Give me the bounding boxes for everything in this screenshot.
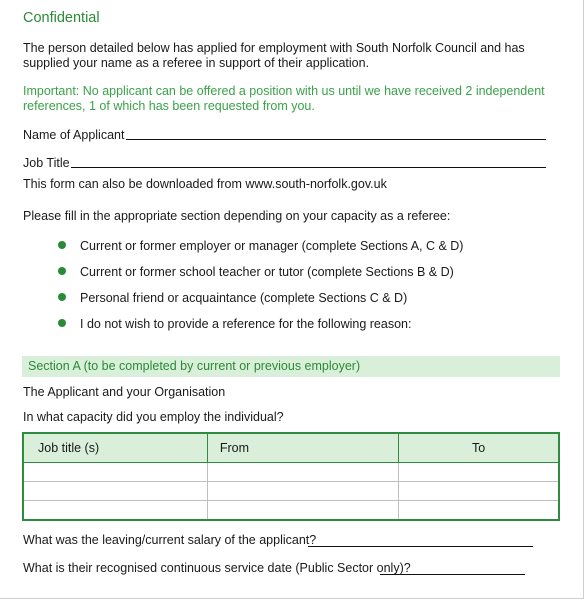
capacity-question: In what capacity did you employ the individual? [23, 410, 284, 424]
option-friend[interactable] [58, 291, 463, 317]
job-title-cell[interactable] [23, 482, 207, 501]
to-cell[interactable] [399, 463, 559, 482]
download-note: This form can also be downloaded from www.south-norfolk.gov.uk [23, 177, 387, 191]
from-column-header: From [207, 433, 398, 463]
job-title-column-header: Job title (s) [23, 433, 207, 463]
table-row [23, 463, 559, 482]
job-title-cell[interactable] [23, 501, 207, 521]
service-date-question: What is their recognised continuous service date (Public Sector only)? [23, 561, 411, 575]
service-date-field[interactable] [380, 562, 525, 575]
option-label: Current or former employer or manager (complete Sections A, C & D) [80, 239, 464, 253]
to-cell[interactable] [399, 482, 559, 501]
to-cell[interactable] [399, 501, 559, 521]
section-a-header: Section A (to be completed by current or previous employer) [22, 356, 560, 377]
confidential-heading: Confidential [23, 10, 100, 26]
option-label: Personal friend or acquaintance (complete Sections C & D) [80, 291, 408, 305]
from-cell[interactable] [207, 501, 398, 521]
bullet-icon [58, 293, 66, 301]
salary-field[interactable] [308, 534, 533, 547]
job-title-field[interactable] [71, 155, 546, 168]
referee-options-list [58, 239, 463, 343]
from-cell[interactable] [207, 482, 398, 501]
option-label: Current or former school teacher or tutor (complete Sections B & D) [80, 265, 454, 279]
table-row [23, 482, 559, 501]
option-decline[interactable] [58, 317, 463, 343]
option-teacher[interactable] [58, 265, 463, 291]
job-title-cell[interactable] [23, 463, 207, 482]
instruction-text: Please fill in the appropriate section depending on your capacity as a referee: [23, 209, 451, 223]
important-notice: Important: No applicant can be offered a position with us until we have received 2 independent references, 1 of which has been requested from you. [23, 84, 545, 113]
name-of-applicant-label: Name of Applicant [23, 128, 125, 142]
salary-question: What was the leaving/current salary of the applicant? [23, 533, 317, 547]
employment-table [22, 432, 560, 521]
intro-paragraph: The person detailed below has applied for employment with South Norfolk Council and has supplied your name as a referee in support of their application. [23, 41, 525, 70]
bullet-icon [58, 319, 66, 327]
bullet-icon [58, 241, 66, 249]
bullet-icon [58, 267, 66, 275]
section-a-subheading: The Applicant and your Organisation [23, 385, 226, 399]
from-cell[interactable] [207, 463, 398, 482]
job-title-label: Job Title [23, 156, 70, 170]
option-label: I do not wish to provide a reference for the following reason: [80, 317, 412, 331]
name-of-applicant-field[interactable] [126, 127, 546, 140]
table-row [23, 501, 559, 521]
to-column-header: To [399, 433, 559, 463]
option-employer[interactable] [58, 239, 463, 265]
